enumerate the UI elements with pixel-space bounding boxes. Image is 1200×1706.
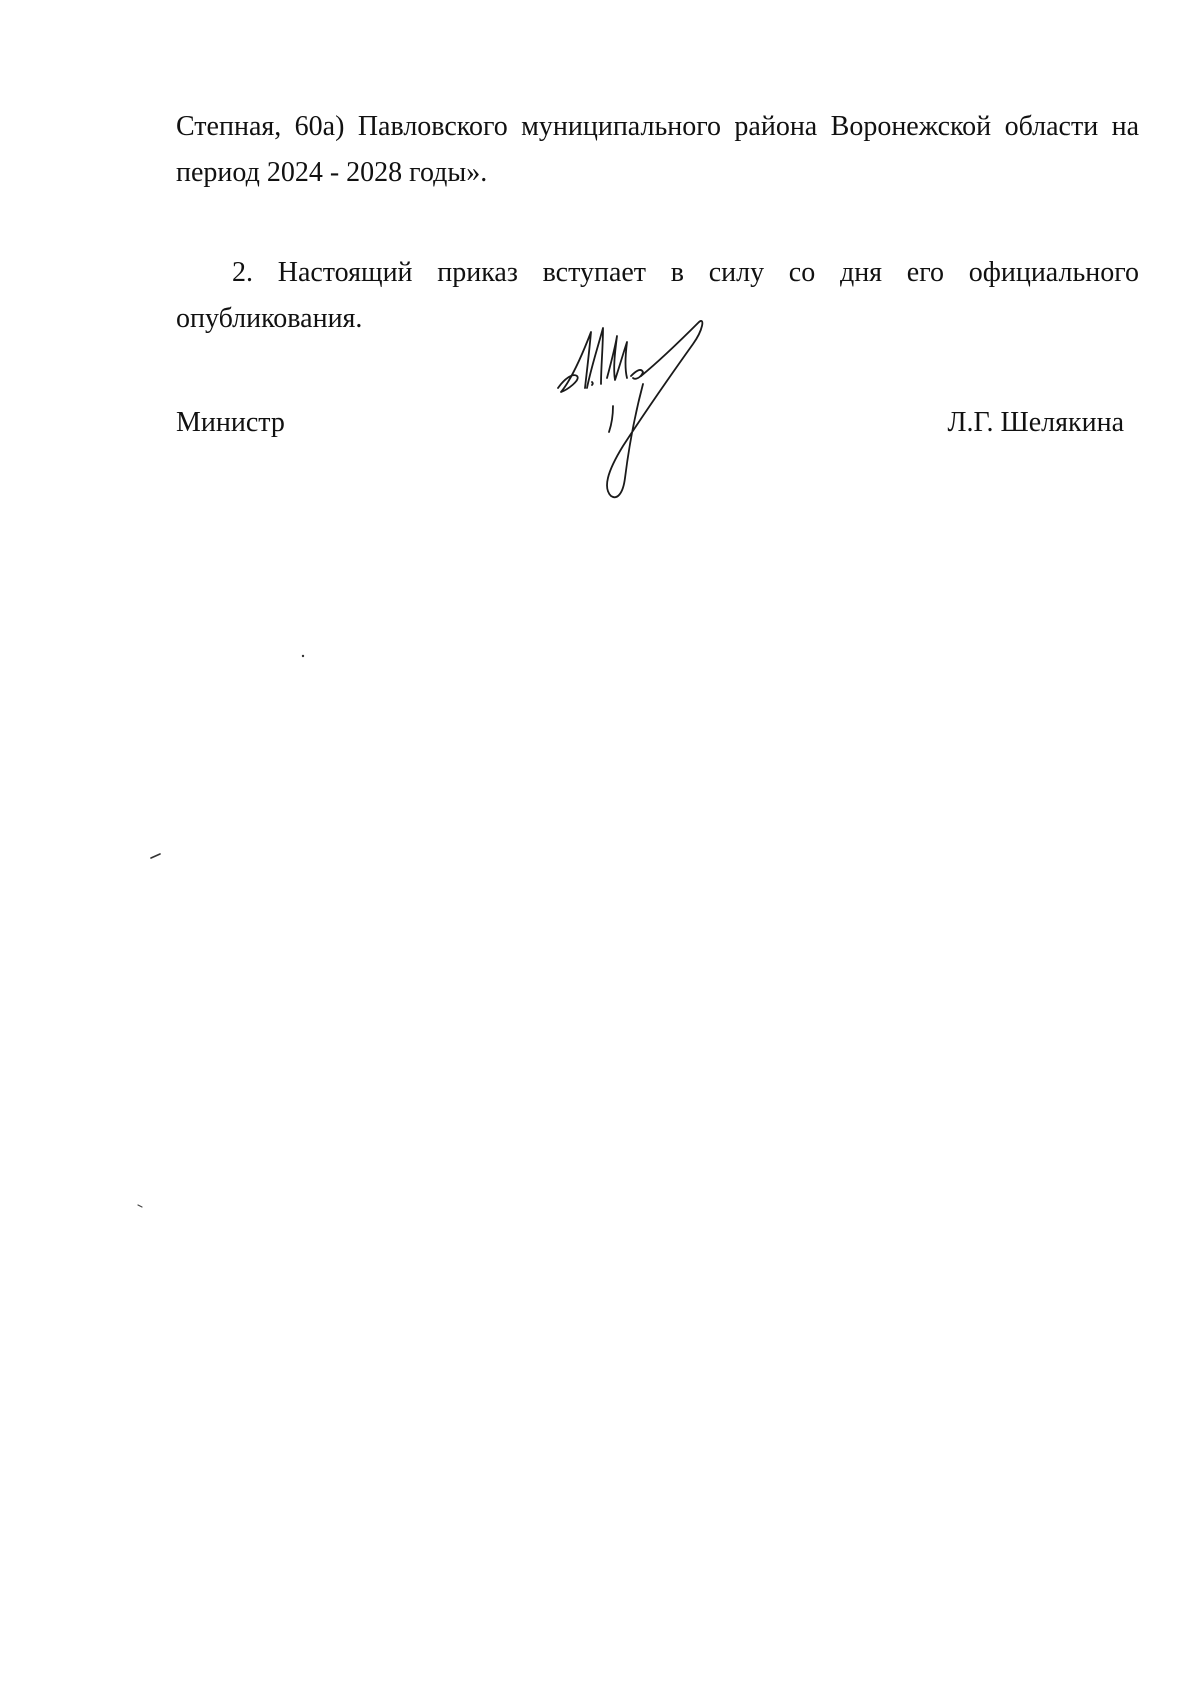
paragraph-continuation <box>176 104 1139 196</box>
scan-speck-dot <box>302 655 304 657</box>
paragraph-line-first <box>176 250 1139 296</box>
paragraph-line: период 2024 - 2028 годы». <box>176 157 488 188</box>
signer-name: Л.Г. Шелякина <box>947 407 1124 438</box>
paragraph-line: опубликования. <box>176 303 363 334</box>
scan-speck-dash <box>151 854 160 858</box>
scan-speck <box>150 852 162 860</box>
paragraph-line: Степная, 60а) Павловского муниципального района Воронежской области на <box>176 111 1139 142</box>
scan-speck <box>300 654 306 658</box>
scan-speck-dash <box>138 1205 142 1207</box>
paragraph-line-text: 2. Настоящий приказ вступает в силу со дня его официального <box>232 257 1139 288</box>
scan-speck <box>137 1203 145 1209</box>
signer-position: Министр <box>176 407 285 438</box>
handwritten-signature <box>553 318 723 518</box>
